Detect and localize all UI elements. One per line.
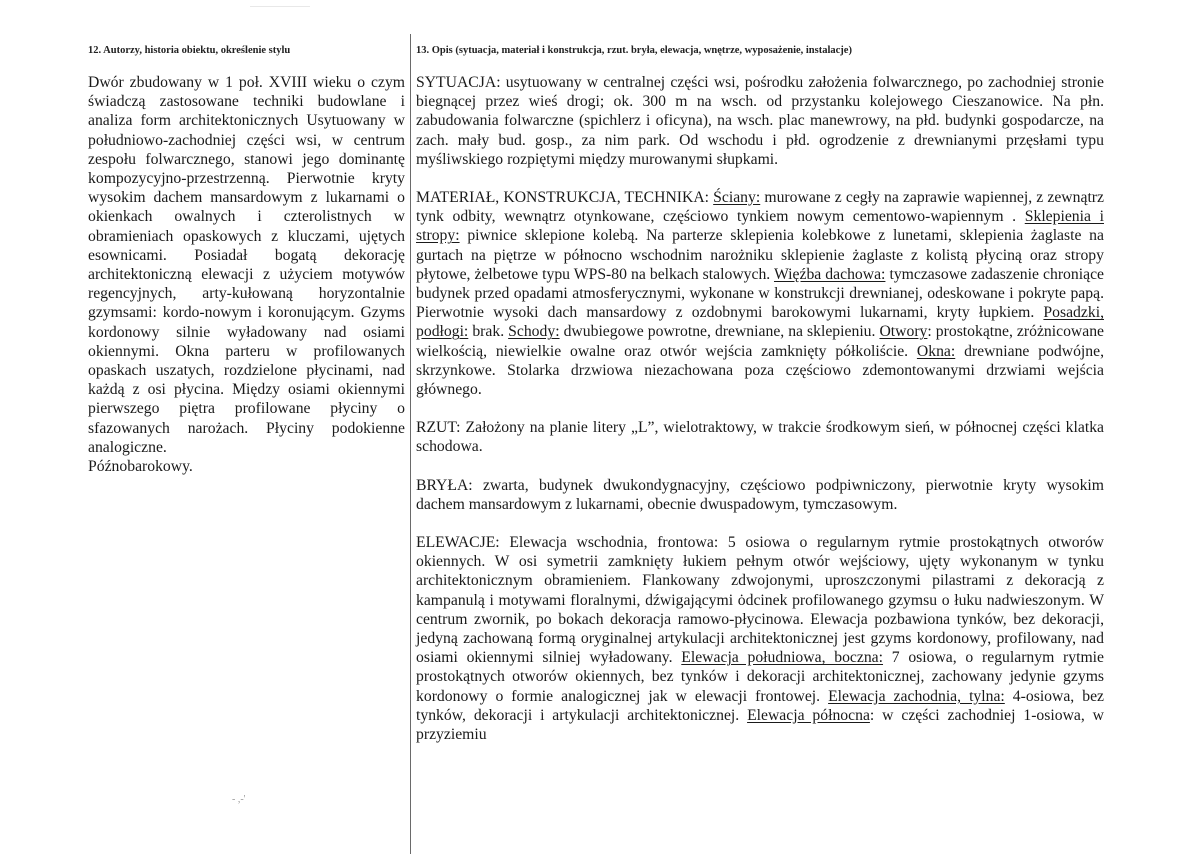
pencil-mark: - ,-' xyxy=(232,794,246,805)
otwory-label: Otwory xyxy=(879,323,928,341)
posadzki-text: brak. xyxy=(468,323,509,341)
okna-label: Okna: xyxy=(916,342,956,360)
sciany-text: murowane z cegły na zaprawie wapiennej, z zewnątrz tynk odbity, wewnątrz otynkowane, częściowo tynkiem nowym cementowo-wapiennym . xyxy=(416,189,1104,226)
otwory-text: : prostokątne, zróżnicowane wielkością, niewielkie owalne oraz otwór wejścia zamknięty półkoliście. xyxy=(416,323,1105,360)
wiezba-text: tymczasowe zadaszenie chroniące budynek przed opadami atmosferycznymi, wykonane w konstrukcji drewnianej, odeskowane i pokryte papą. Pierwotnie wysoki dach mansardowy z ozdobnymi barokowymi lukarnami, kryty łupkiem. xyxy=(416,265,1104,322)
section-13-header: 13. Opis (sytuacja, materiał i konstrukcja, rzut. bryła, elewacja, wnętrze, wyposażenie, instalacje) xyxy=(416,45,852,56)
elewacja-poludniowa-label: Elewacja południowa, boczna: xyxy=(681,649,884,667)
wiezba-label: Więźba dachowa: xyxy=(773,265,886,283)
elewacja-poludniowa-text: 7 osiowa, o regularnym rytmie prostokątnych otworów okiennych, bez tynków i dekoracji architektonicznej, zachowany jedynie gzyms kordonowy o formie analogicznej jak w elewacji frontowej. xyxy=(416,649,1104,705)
elewacja-zachodnia-label: Elewacja zachodnia, tylna: xyxy=(828,687,1005,705)
history-column xyxy=(88,73,405,476)
scan-artifact-line xyxy=(250,6,310,7)
elewacja-polnocna-text: : w części zachodniej 1-osiowa, w przyziemiu xyxy=(416,706,1104,744)
sciany-label: Ściany: xyxy=(713,189,761,207)
history-text: Dwór zbudowany w 1 poł. XVIII wieku o czym świadczą zastosowane techniki budowlane i analiza form architektonicznych Usytuowany w południowo-zachodniej części wsi, w centrum zespołu folwarcznego, stanowi jego dominantę kompozycyjno-przestrzenną. Pierwotnie kryty wysokim dachem mansardowym z lukarnami o okienkach owalnych i czterolistnych w obramieniach opaskowych z kluczami, ujętych esownicami. Posiadał bogatą dekorację architektoniczną elewacji z użyciem motywów regencyjnych, arty-kułowaną horyzontalnie gzymsami: kordo-nowym i koronującym. Gzyms kordonowy silnie wyładowany nad osiami okiennymi. Okna parteru w profilowanych opaskach uszatych, rozdzielone płycinami, nad każdą z osi płycina. Między osiami okiennymi pierwszego piętra profilowane płyciny o sfazowanych narożach. Płyciny podokienne analogiczne. xyxy=(88,74,405,456)
sytuacja-paragraph: SYTUACJA: usytuowany w centralnej części wsi, pośrodku założenia folwarcznego, po zachodniej stronie biegnącej przez wieś drogi; ok. 300 m na wsch. od przystanku kolejowego Cieszanowice. Na płn. zabudowania folwarczne (spichlerz i oficyna), na wsch. plac manewrowy, na płd. budynki gospodarcze, na zach. mały bud. gosp., za nim park. Od wschodu i płd. ogrodzenie z drewnianymi przęsłami typu myśliwskiego rozpiętymi między murowanymi słupkami. xyxy=(416,74,1104,168)
elewacje-paragraph xyxy=(416,533,1104,744)
elewacje-lead: ELEWACJE: Elewacja wschodnia, frontowa: 5 osiowa o regularnym rytmie prostokątnych otworów okiennych. W osi symetrii zamknięty łukiem pełnym otwór wejściowy, ujęty wykonanym w tynku architektonicznym obramieniem. Flankowany zdwojonymi, uproszczonymi pilastrami z dekoracją z kampanulą i motywami floralnymi, dźwigającymi ȯdcinek profilowanego gzymsu o łuku nadwieszonym. W centrum zwornik, po bokach dekoracja ramowo-płycinowa. Elewacja pozbawiona tynków, bez dekoracji, jedyną zachowaną formą oryginalnej artykulacji architektonicznej jest gzyms kordonowy, profilowany, nad osiami okiennymi silniej wyładowany. xyxy=(416,534,1104,667)
posadzki-label: Posadzki, podłogi: xyxy=(416,304,1104,341)
style-text: Późnobarokowy. xyxy=(88,458,193,476)
elewacja-zachodnia-text: 4-osiowa, bez tynków, dekoracji i artykulacji architektonicznej. xyxy=(416,687,1105,724)
bryla-paragraph: BRYŁA: zwarta, budynek dwukondygnacyjny, częściowo podpiwniczony, pierwotnie kryty wysokim dachem mansardowym z lukarnami, obecnie dwuspadowym, tymczasowym. xyxy=(416,476,1104,513)
column-divider xyxy=(410,34,411,854)
description-column xyxy=(416,73,1104,744)
material-lead: MATERIAŁ, KONSTRUKCJA, TECHNIKA: xyxy=(416,189,714,207)
sklepienia-label: Sklepienia i stropy: xyxy=(416,208,1104,245)
schody-text: dwubiegowe powrotne, drewniane, na sklepieniu. xyxy=(559,323,880,341)
schody-label: Schody: xyxy=(508,323,560,341)
material-paragraph xyxy=(416,188,1104,399)
rzut-paragraph: RZUT: Założony na planie litery „L”, wielotraktowy, w trakcie środkowym sień, w północnej części klatka schodowa. xyxy=(416,419,1104,456)
elewacja-polnocna-label: Elewacja północna xyxy=(747,706,870,724)
section-12-header: 12. Autorzy, historia obiektu, określenie stylu xyxy=(88,45,291,56)
okna-text: drewniane podwójne, skrzynkowe. Stolarka drzwiowa niezachowana poza częściowo zdemontowanymi drzwiami wejścia głównego. xyxy=(416,342,1105,399)
sklepienia-text: piwnice sklepione kolebą. Na parterze sklepienia kolebkowe z lunetami, sklepienia żaglaste na gurtach na piętrze w północno wschodnim narożniku sklepienie żaglaste z kolistą płyciną oraz stropy płytowe, żelbetowe typu WPS-80 na belkach stalowych. xyxy=(416,227,1104,283)
